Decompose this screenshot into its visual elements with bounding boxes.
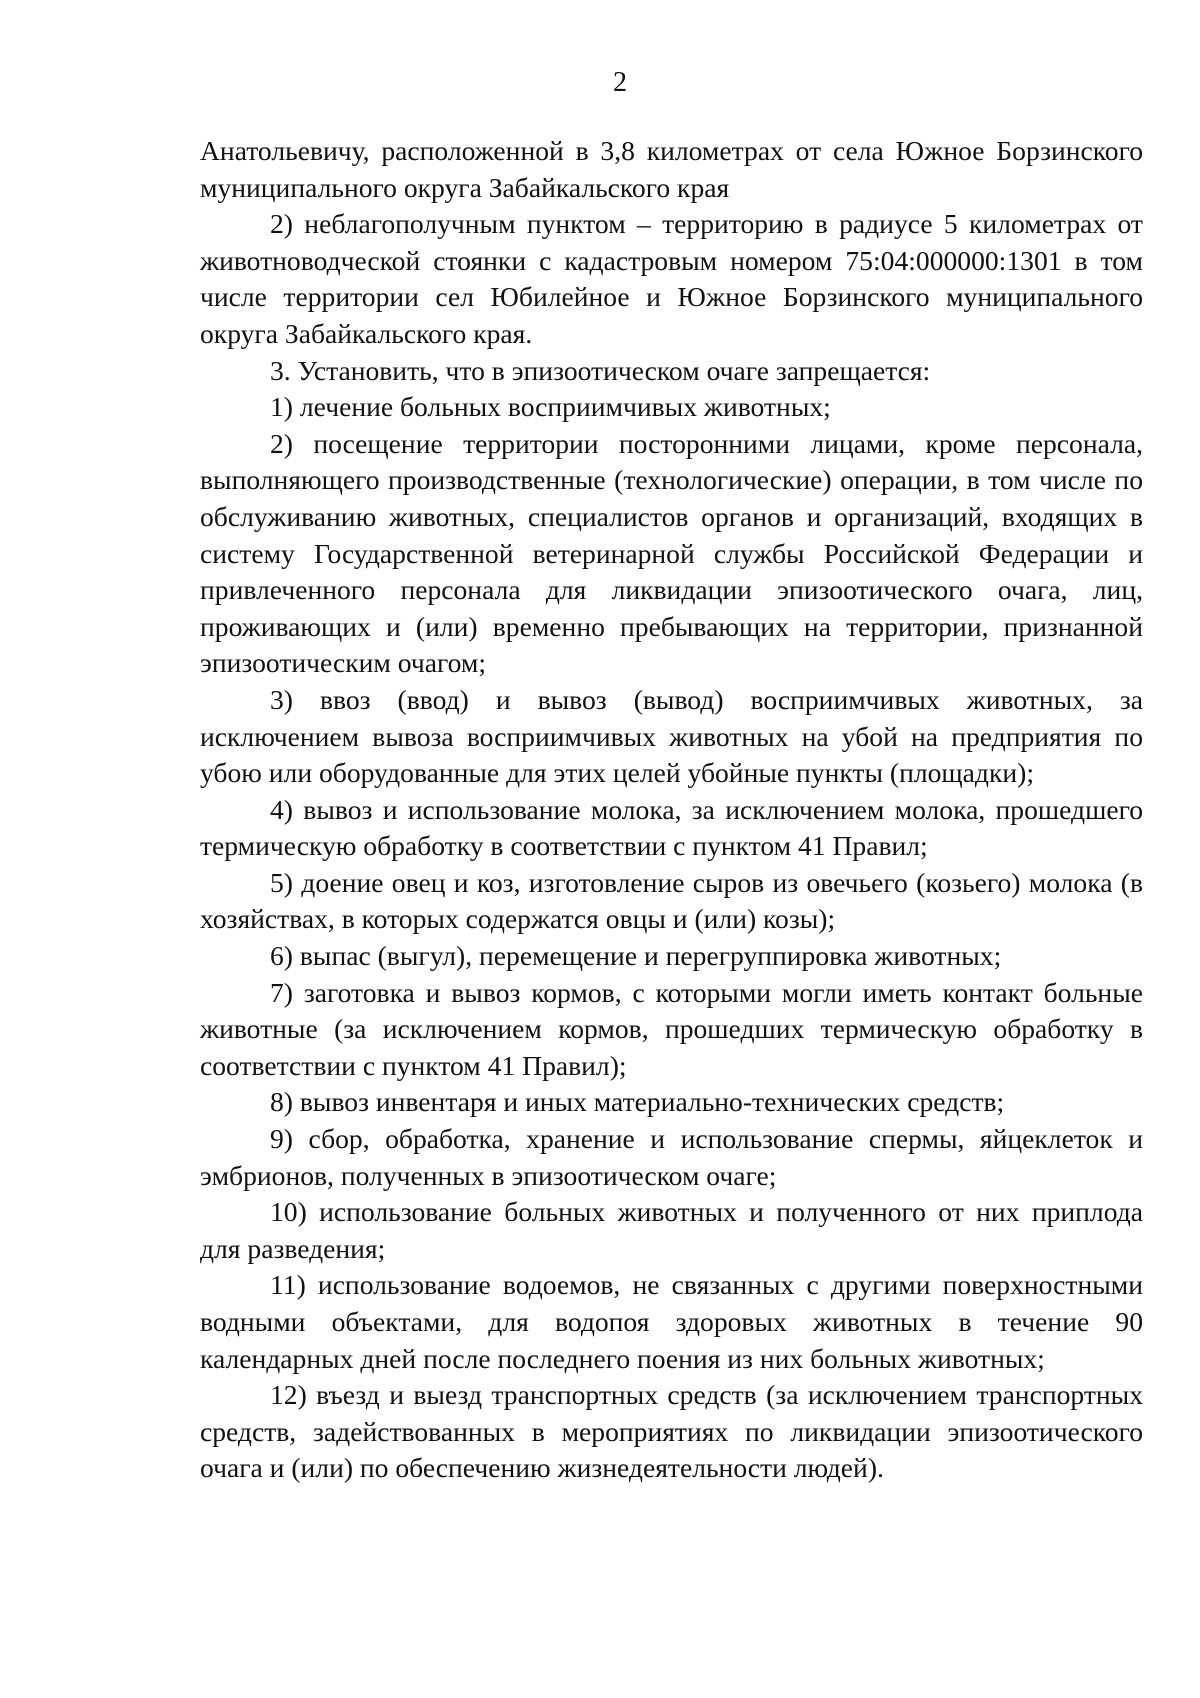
paragraph-section-3-heading: 3. Установить, что в эпизоотическом очаге запрещается: [270, 354, 931, 386]
page-number: 2 [613, 67, 627, 98]
list-item-1-treatment: 1) лечение больных восприимчивых животных; [270, 391, 831, 423]
list-item-4-milk: 4) вывоз и использование молока, за исключением молока, прошедшего термическую обработку в соответствии с пунктом 41 Правил; [200, 793, 1143, 862]
paragraph-unfavorable-point: 2) неблагополучным пунктом – территорию в радиусе 5 километрах от животноводческой стоянки с кадастровым номером 75:04:000000:1301 в том числе территории сел Юбилейное и Южное Борзинского муниципального округа Забайкальского края. [200, 208, 1143, 349]
list-item-7-feed: 7) заготовка и вывоз кормов, с которыми могли иметь контакт больные животные (за исключением кормов, прошедших термическую обработку в соответствии с пунктом 41 Правил); [200, 976, 1143, 1081]
list-item-11-water: 11) использование водоемов, не связанных с другими поверхностными водными объектами, для водопоя здоровых животных в течение 90 календарных дней после последнего поения из них больных животных; [200, 1269, 1143, 1374]
document-body [200, 133, 1143, 1487]
list-item-12-vehicles: 12) въезд и выезд транспортных средств (за исключением транспортных средств, задействованных в мероприятиях по ликвидации эпизоотического очага и (или) по обеспечению жизнедеятельности людей). [200, 1379, 1143, 1484]
paragraph-continuation: Анатольевичу, расположенной в 3,8 километрах от села Южное Борзинского муниципального округа Забайкальского края [200, 135, 1143, 203]
list-item-5-milking: 5) доение овец и коз, изготовление сыров из овечьего (козьего) молока (в хозяйствах, в которых содержатся овцы и (или) козы); [200, 866, 1143, 935]
list-item-6-grazing: 6) выпас (выгул), перемещение и перегруппировка животных; [270, 940, 1002, 972]
list-item-3-import-export: 3) ввоз (ввод) и вывоз (вывод) восприимчивых животных, за исключением вывоза восприимчивых животных на убой на предприятия по убою или оборудованные для этих целей убойные пункты (площадки); [200, 683, 1143, 789]
list-item-8-inventory: 8) вывоз инвентаря и иных материально-технических средств; [270, 1086, 1005, 1118]
list-item-10-breeding: 10) использование больных животных и полученного от них приплода для разведения; [200, 1196, 1143, 1264]
list-item-9-embryos: 9) сбор, обработка, хранение и использование спермы, яйцеклеток и эмбрионов, полученных в эпизоотическом очаге; [200, 1123, 1143, 1191]
list-item-2-visits: 2) посещение территории посторонними лицами, кроме персонала, выполняющего производственные (технологические) операции, в том числе по обслуживанию животных, специалистов органов и организаций, входящих в систему Государственной ветеринарной службы Российской Федерации и привлеченного персонала для ликвидации эпизоотического очага, лиц, проживающих и (или) временно пребывающих на территории, признанной эпизоотическим очагом; [200, 427, 1143, 679]
